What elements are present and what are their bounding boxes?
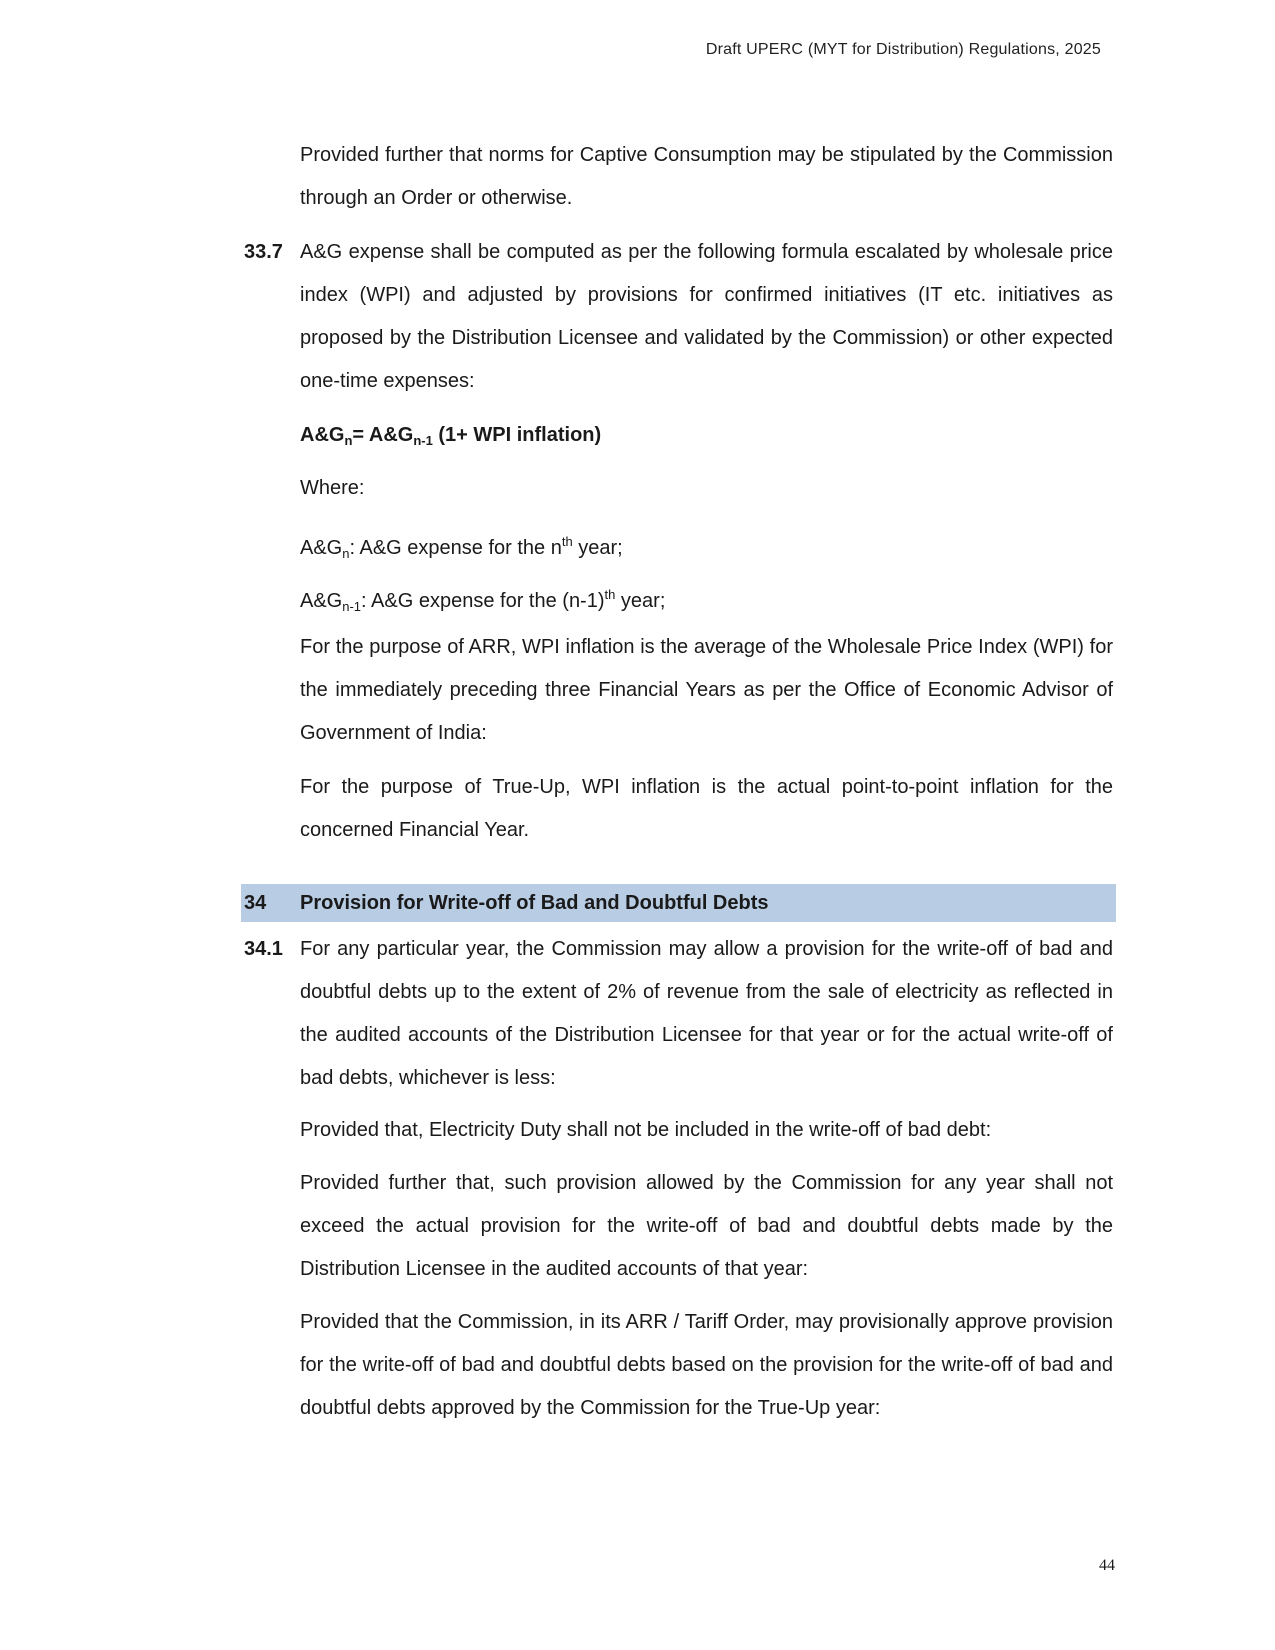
proviso1-text: Provided that, Electricity Duty shall not be included in the write-off of bad debt: (300, 1119, 992, 1141)
formula-lhs: A&G (300, 424, 345, 446)
def2-sub: n-1 (342, 599, 362, 614)
formula-rest: (1+ WPI inflation) (432, 424, 602, 446)
clause-33-7-text: A&G expense shall be computed as per the following formula escalated by wholesale price index (WPI) and adjusted by provisions for confirmed initiatives (IT etc. initiatives as proposed by the Distribution Licensee and validated by the Commission) or other expected one-time expenses: (300, 241, 1113, 392)
arr-wpi-paragraph (300, 626, 1113, 755)
def1-sub: n (342, 546, 350, 561)
proviso-electricity-duty (300, 1109, 1113, 1152)
clause-34-1-text-block (300, 928, 1113, 1100)
trueup-wpi-paragraph (300, 766, 1113, 852)
section-number-34: 34 (244, 892, 267, 914)
definition-ag-n-1 (300, 573, 1113, 628)
definition-ag-n (300, 520, 1113, 575)
ag-formula (300, 414, 1113, 462)
captive-proviso-text: Provided further that norms for Captive Consumption may be stipulated by the Commission through an Order or otherwise. (300, 144, 1113, 209)
running-header: Draft UPERC (MYT for Distribution) Regulations, 2025 (705, 41, 1101, 58)
def2-text-a: : A&G expense for the (n-1) (361, 590, 605, 612)
clause-number-33-7: 33.7 (244, 241, 283, 263)
where-label: Where: (300, 477, 365, 499)
proviso-provisional-approval (300, 1301, 1113, 1430)
proviso2-text: Provided further that, such provision allowed by the Commission for any year shall not exceed the actual provision for the write-off of bad and doubtful debts made by the Distribution Licensee in the audited accounts of that year: (300, 1172, 1113, 1280)
clause-number-34-1: 34.1 (244, 938, 283, 960)
proviso3-text: Provided that the Commission, in its ARR / Tariff Order, may provisionally approve provision for the write-off of bad and doubtful debts based on the provision for the write-off of bad and doubtful debts approved by the Commission for the True-Up year: (300, 1311, 1113, 1419)
clause-34-1-text: For any particular year, the Commission may allow a provision for the write-off of bad and doubtful debts up to the extent of 2% of revenue from the sale of electricity as reflected in the audited accounts of the Distribution Licensee for that year or for the actual write-off of bad debts, whichever is less: (300, 938, 1113, 1089)
formula-lhs-sub: n (344, 433, 353, 448)
def1-text-b: year; (572, 537, 623, 559)
def2-text-b: year; (615, 590, 666, 612)
def2-base: A&G (300, 590, 343, 612)
clause-33-7-text-block (300, 231, 1113, 403)
def2-sup: th (604, 587, 616, 602)
section-title-34: Provision for Write-off of Bad and Doubtful Debts (300, 892, 769, 914)
page-number: 44 (1099, 1557, 1115, 1574)
trueup-wpi-text: For the purpose of True-Up, WPI inflation is the actual point-to-point inflation for the concerned Financial Year. (300, 776, 1113, 841)
formula-rhs-sub: n-1 (413, 433, 433, 448)
proviso-further (300, 1162, 1113, 1291)
arr-wpi-text: For the purpose of ARR, WPI inflation is the average of the Wholesale Price Index (WPI) for the immediately preceding three Financial Years as per the Office of Economic Advisor of Government of India: (300, 636, 1113, 744)
captive-proviso (300, 134, 1113, 220)
def1-text-a: : A&G expense for the n (349, 537, 562, 559)
def1-sup: th (561, 534, 573, 549)
def1-base: A&G (300, 537, 343, 559)
formula-eq: = A&G (352, 424, 414, 446)
